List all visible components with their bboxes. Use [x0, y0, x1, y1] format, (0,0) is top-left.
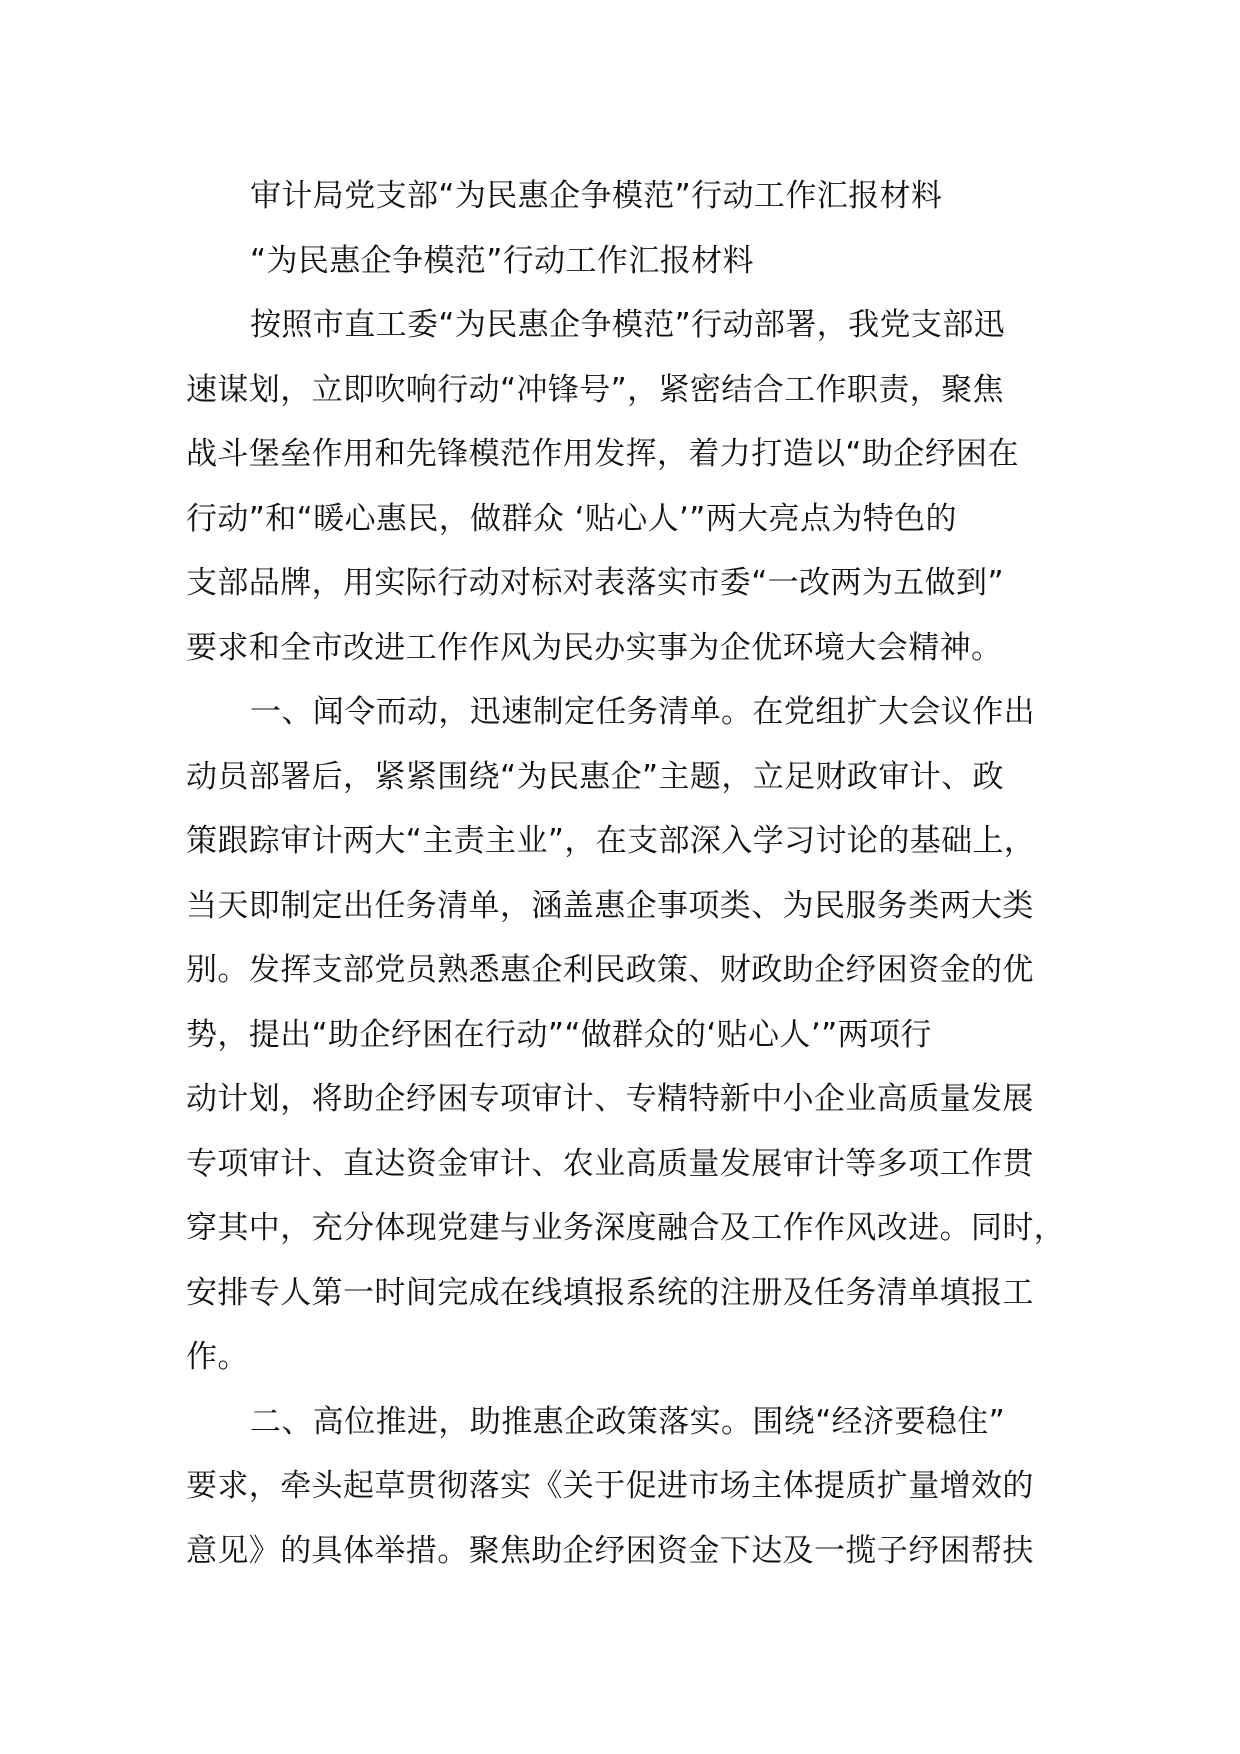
- paragraph-line: 安排专人第一时间完成在线填报系统的注册及任务清单填报工: [186, 1274, 1034, 1311]
- paragraph-line: 意见》的具体举措。聚焦助企纾困资金下达及一揽子纾困帮扶: [186, 1532, 1034, 1569]
- paragraph-line: 按照市直工委“为民惠企争模范”行动部署，我党支部迅: [250, 307, 1006, 343]
- paragraph-line: 支部品牌，用实际行动对标对表落实市委“一改两为五做到”: [186, 565, 1004, 601]
- paragraph-line: 一、闻令而动，迅速制定任务清单。在党组扩大会议作出: [250, 694, 1035, 730]
- document-body: [186, 164, 1070, 1583]
- document-subtitle: “为民惠企争模范”行动工作汇报材料: [250, 242, 754, 279]
- paragraph-line: 行动”和“暖心惠民，做群众 ‘贴心人’”两大亮点为特色的: [186, 500, 957, 537]
- paragraph-line: 二、高位推进，助推惠企政策落实。围绕“经济要稳住”: [250, 1403, 1006, 1440]
- paragraph-line: 动计划，将助企纾困专项审计、专精特新中小企业高质量发展: [186, 1081, 1034, 1117]
- paragraph-line: 势，提出“助企纾困在行动”“做群众的‘贴心人’”两项行: [186, 1016, 932, 1053]
- paragraph-line: 当天即制定出任务清单，涵盖惠企事项类、为民服务类两大类: [186, 887, 1034, 924]
- paragraph-line: 穿其中，充分体现党建与业务深度融合及工作作风改进。同时，: [186, 1210, 1066, 1246]
- paragraph-line: 策跟踪审计两大“主责主业”，在支部深入学习讨论的基础上，: [186, 823, 1036, 859]
- paragraph-line: 战斗堡垒作用和先锋模范作用发挥，着力打造以“助企纾困在: [186, 436, 1019, 472]
- paragraph-line: 要求和全市改进工作作风为民办实事为企优环境大会精神。: [186, 629, 1003, 666]
- paragraph-line: 动员部署后，紧紧围绕“为民惠企”主题，立足财政审计、政: [186, 758, 1004, 795]
- paragraph-line: 要求，牵头起草贯彻落实《关于促进市场主体提质扩量增效的: [186, 1468, 1034, 1504]
- paragraph-line: 别。发挥支部党员熟悉惠企利民政策、财政助企纾困资金的优: [186, 952, 1034, 988]
- paragraph-line: 作。: [186, 1339, 249, 1375]
- paragraph-line: 专项审计、直达资金审计、农业高质量发展审计等多项工作贯: [186, 1145, 1034, 1182]
- paragraph-line: 速谋划，立即吹响行动“冲锋号”，紧密结合工作职责，聚焦: [186, 371, 1004, 408]
- document-title: 审计局党支部“为民惠企争模范”行动工作汇报材料: [250, 178, 943, 214]
